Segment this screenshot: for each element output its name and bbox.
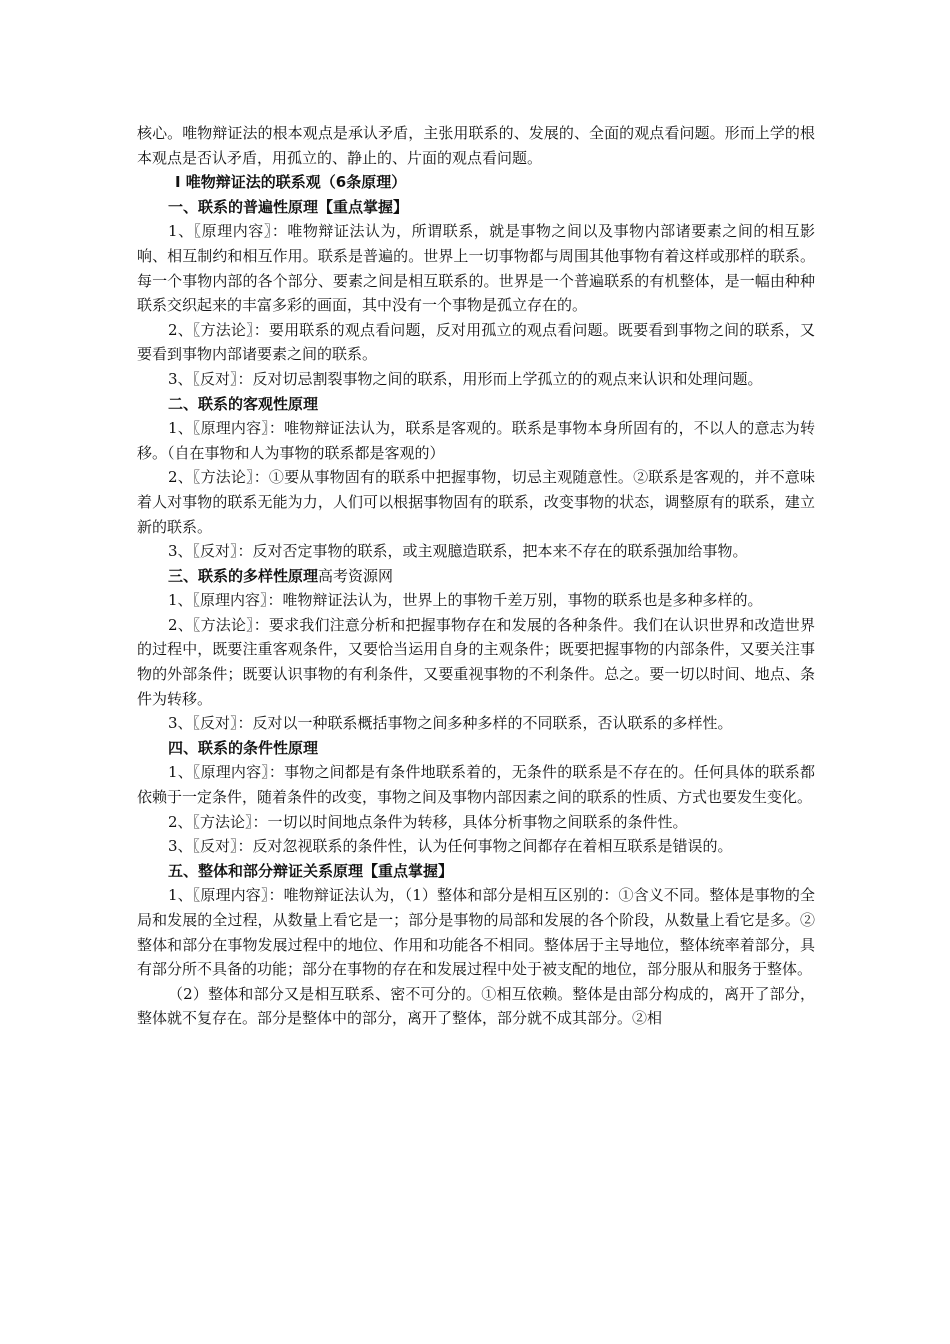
section-1-methodology: 2、〖方法论〗：要用联系的观点看问题，反对用孤立的观点看问题。既要看到事物之间的联系，又要看到事物内部诸要素之间的联系。 [137,320,815,364]
document-body [137,121,815,1031]
section-2-heading: 二、联系的客观性原理 [168,394,319,413]
section-5-principle: 1、〖原理内容〗：唯物辩证法认为，（1）整体和部分是相互区别的：①含义不同。整体是事物的全局和发展的全过程，从数量上看它是一；部分是事物的局部和发展的各个阶段，从数量上看它是多。②整体和部分在事物发展过程中的地位、作用和功能各不相同。整体居于主导地位，整体统率着部分，具有部分所不具备的功能；部分在事物的存在和发展过程中处于被支配的地位，部分服从和服务于整体。 [137,886,815,979]
section-4-methodology: 2、〖方法论〗：一切以时间地点条件为转移，具体分析事物之间联系的条件性。 [168,812,688,831]
section-3-oppose: 3、〖反对〗：反对以一种联系概括事物之间多种多样的不同联系，否认联系的多样性。 [168,714,733,733]
section-4-heading: 四、联系的条件性原理 [168,738,319,757]
section-4-principle: 1、〖原理内容〗：事物之间都是有条件地联系着的，无条件的联系是不存在的。任何具体的联系都依赖于一定条件，随着条件的改变，事物之间及事物内部因素之间的联系的性质、方式也要发生变化。 [137,763,815,807]
section-3-heading-line [137,564,815,589]
section-1-heading: 一、联系的普遍性原理【重点掌握】 [168,197,409,216]
intro-paragraph: 核心。唯物辩证法的根本观点是承认矛盾，主张用联系的、发展的、全面的观点看问题。形而上学的根本观点是否认矛盾，用孤立的、静止的、片面的观点看问题。 [137,124,815,167]
section-3-methodology: 2、〖方法论〗：要求我们注意分析和把握事物存在和发展的各种条件。我们在认识世界和改造世界的过程中，既要注重客观条件，又要恰当运用自身的主观条件；既要把握事物的内部条件，又要关注事物的外部条件；既要认识事物的有利条件，又要重视事物的不利条件。总之。要一切以时间、地点、条件为转移。 [137,615,815,708]
section-2-oppose: 3、〖反对〗：反对否定事物的联系，或主观臆造联系，把本来不存在的联系强加给事物。 [168,542,748,561]
section-3-heading: 三、联系的多样性原理 [168,566,319,585]
section-1-principle: 1、〖原理内容〗：唯物辩证法认为，所谓联系，就是事物之间以及事物内部诸要素之间的相互影响、相互制约和相互作用。联系是普遍的。世界上一切事物都与周围其他事物有着这样或那样的联系。每一个事物内部的各个部分、要素之间是相互联系的。世界是一个普遍联系的有机整体，是一幅由种种联系交织起来的丰富多彩的画面，其中没有一个事物是孤立存在的。 [137,222,815,315]
section-2-principle: 1、〖原理内容〗：唯物辩证法认为，联系是客观的。联系是事物本身所固有的，不以人的意志为转移。（自在事物和人为事物的联系都是客观的） [137,419,815,462]
section-2-methodology: 2、〖方法论〗：①要从事物固有的联系中把握事物，切忌主观随意性。②联系是客观的，并不意味着人对事物的联系无能为力，人们可以根据事物固有的联系，改变事物的状态，调整原有的联系，建立新的联系。 [137,468,815,536]
section-1-oppose: 3、〖反对〗：反对切忌割裂事物之间的联系，用形而上学孤立的的观点来认识和处理问题。 [168,369,763,388]
section-5-principle-cont: （2）整体和部分又是相互联系、密不可分的。①相互依赖。整体是由部分构成的，离开了部分，整体就不复存在。部分是整体中的部分，离开了整体，部分就不成其部分。②相 [137,984,815,1028]
section-3-heading-suffix: 高考资源网 [318,566,394,585]
part-title: Ⅰ 唯物辩证法的联系观（6条原理） [175,173,407,192]
section-5-heading: 五、整体和部分辩证关系原理【重点掌握】 [168,861,454,880]
section-4-oppose: 3、〖反对〗：反对忽视联系的条件性，认为任何事物之间都存在着相互联系是错误的。 [168,837,733,856]
section-3-principle: 1、〖原理内容〗：唯物辩证法认为，世界上的事物千差万别，事物的联系也是多种多样的。 [168,591,763,610]
